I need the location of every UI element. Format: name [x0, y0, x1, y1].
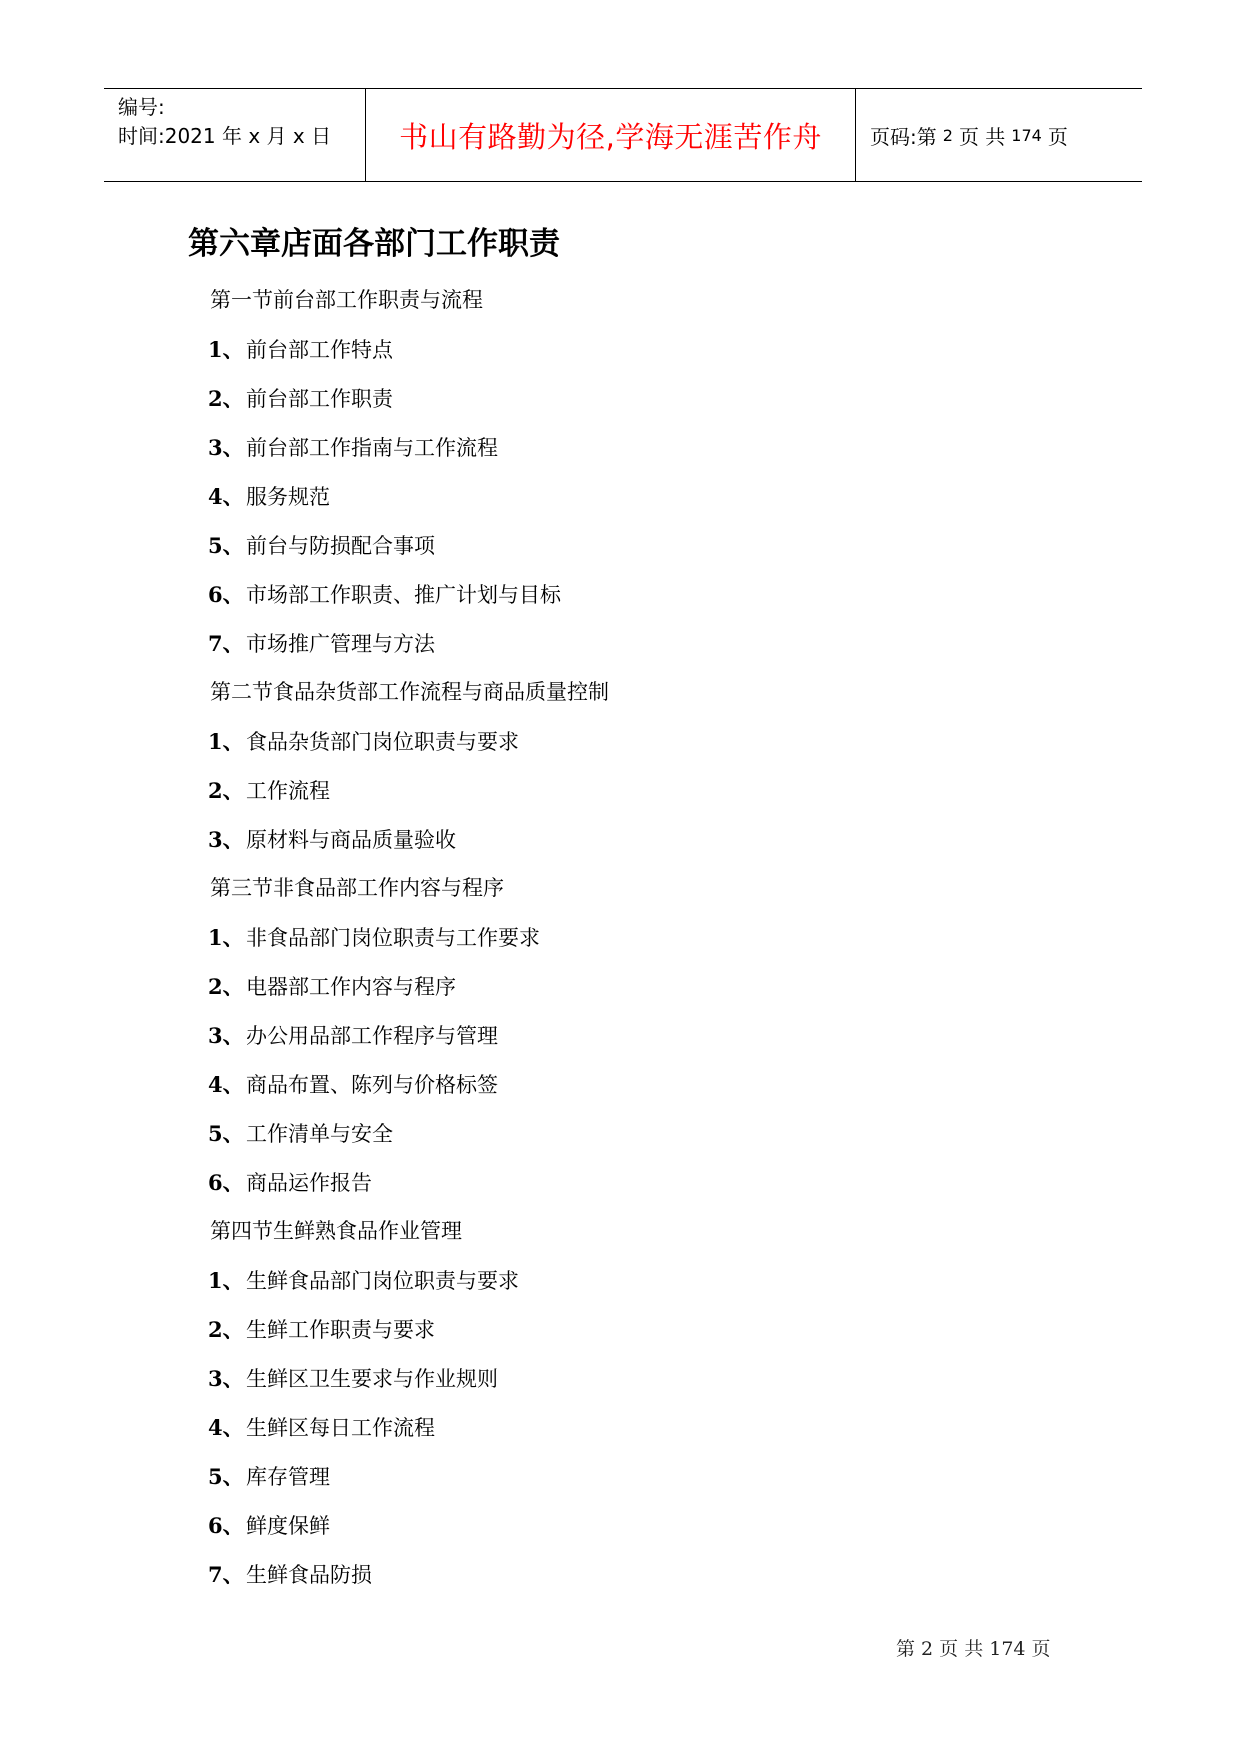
toc-item-text: 工作清单与安全: [246, 1122, 393, 1146]
toc-item-number: 5、: [208, 1464, 244, 1489]
toc-item-text: 服务规范: [246, 485, 330, 509]
toc-item: [188, 815, 609, 864]
page-mid: 页 共: [958, 124, 1006, 149]
toc-item-text: 原材料与商品质量验收: [246, 828, 456, 852]
toc-item: [188, 913, 609, 962]
page-header: [104, 88, 1142, 182]
toc-item-text: 商品布置、陈列与价格标签: [246, 1073, 498, 1097]
toc-item: [188, 1060, 609, 1109]
toc-item-number: 3、: [208, 827, 244, 852]
toc-item: [188, 1256, 609, 1305]
header-meta: [104, 89, 366, 181]
toc-item-text: 前台部工作特点: [246, 338, 393, 362]
toc-body: [188, 276, 609, 1599]
toc-item: [188, 619, 609, 668]
toc-item-number: 4、: [208, 1072, 244, 1097]
toc-item: [188, 472, 609, 521]
toc-item-text: 前台部工作指南与工作流程: [246, 436, 498, 460]
section-title: 第二节食品杂货部工作流程与商品质量控制: [210, 680, 609, 704]
toc-item-number: 1、: [208, 337, 244, 362]
toc-item: [188, 570, 609, 619]
toc-item-text: 非食品部门岗位职责与工作要求: [246, 926, 540, 950]
header-page-info: [856, 89, 1142, 181]
toc-item-number: 6、: [208, 1513, 244, 1538]
page-prefix: 页码:第: [870, 124, 937, 149]
toc-item: [188, 1354, 609, 1403]
toc-item-text: 办公用品部工作程序与管理: [246, 1024, 498, 1048]
toc-item-number: 5、: [208, 1121, 244, 1146]
toc-item-number: 3、: [208, 435, 244, 460]
toc-item-text: 生鲜区每日工作流程: [246, 1416, 435, 1440]
toc-item-text: 前台与防损配合事项: [246, 534, 435, 558]
toc-item-number: 7、: [208, 1562, 244, 1587]
chapter-title: 第六章店面各部门工作职责: [188, 226, 560, 262]
toc-item-text: 生鲜食品部门岗位职责与要求: [246, 1269, 519, 1293]
toc-item-number: 6、: [208, 1170, 244, 1195]
toc-item: [188, 766, 609, 815]
toc-item-number: 3、: [208, 1366, 244, 1391]
toc-item: [188, 1305, 609, 1354]
document-number-label: 编号:: [118, 95, 165, 119]
section-title: 第三节非食品部工作内容与程序: [210, 876, 504, 900]
toc-item: [188, 423, 609, 472]
page-total: 174: [1011, 125, 1042, 145]
toc-item-number: 2、: [208, 778, 244, 803]
toc-item: [188, 717, 609, 766]
toc-item-number: 2、: [208, 1317, 244, 1342]
toc-item-text: 商品运作报告: [246, 1171, 372, 1195]
toc-item-text: 市场推广管理与方法: [246, 632, 435, 656]
toc-item-text: 电器部工作内容与程序: [246, 975, 456, 999]
toc-item: [188, 1403, 609, 1452]
document-date-label: 时间:2021 年 x 月 x 日: [118, 124, 332, 148]
toc-item-number: 6、: [208, 582, 244, 607]
toc-item-number: 2、: [208, 386, 244, 411]
page-footer: 第 2 页 共 174 页: [896, 1638, 1051, 1660]
toc-item-number: 7、: [208, 631, 244, 656]
toc-item: [188, 962, 609, 1011]
toc-item-number: 4、: [208, 1415, 244, 1440]
section-title: 第四节生鲜熟食品作业管理: [210, 1219, 462, 1243]
header-motto: 书山有路勤为径,学海无涯苦作舟: [366, 89, 856, 181]
page-suffix: 页: [1047, 124, 1068, 149]
toc-item-number: 5、: [208, 533, 244, 558]
toc-item-number: 1、: [208, 1268, 244, 1293]
toc-item-text: 鲜度保鲜: [246, 1514, 330, 1538]
toc-item: [188, 1550, 609, 1599]
toc-item-text: 生鲜工作职责与要求: [246, 1318, 435, 1342]
toc-item: [188, 1452, 609, 1501]
toc-item: [188, 1501, 609, 1550]
toc-item: [188, 374, 609, 423]
table-of-contents: [188, 218, 609, 1599]
section-title: 第一节前台部工作职责与流程: [210, 288, 483, 312]
toc-item-number: 1、: [208, 729, 244, 754]
toc-item-number: 3、: [208, 1023, 244, 1048]
toc-item-number: 1、: [208, 925, 244, 950]
toc-item: [188, 1158, 609, 1207]
page-number: 2: [942, 125, 953, 145]
toc-item-text: 前台部工作职责: [246, 387, 393, 411]
toc-item-text: 食品杂货部门岗位职责与要求: [246, 730, 519, 754]
toc-item-text: 市场部工作职责、推广计划与目标: [246, 583, 561, 607]
toc-item-text: 生鲜食品防损: [246, 1563, 372, 1587]
toc-item-text: 库存管理: [246, 1465, 330, 1489]
toc-item: [188, 521, 609, 570]
toc-item: [188, 1011, 609, 1060]
toc-item-number: 4、: [208, 484, 244, 509]
toc-item-text: 生鲜区卫生要求与作业规则: [246, 1367, 498, 1391]
toc-item: [188, 325, 609, 374]
toc-item: [188, 1109, 609, 1158]
toc-item-number: 2、: [208, 974, 244, 999]
toc-item-text: 工作流程: [246, 779, 330, 803]
